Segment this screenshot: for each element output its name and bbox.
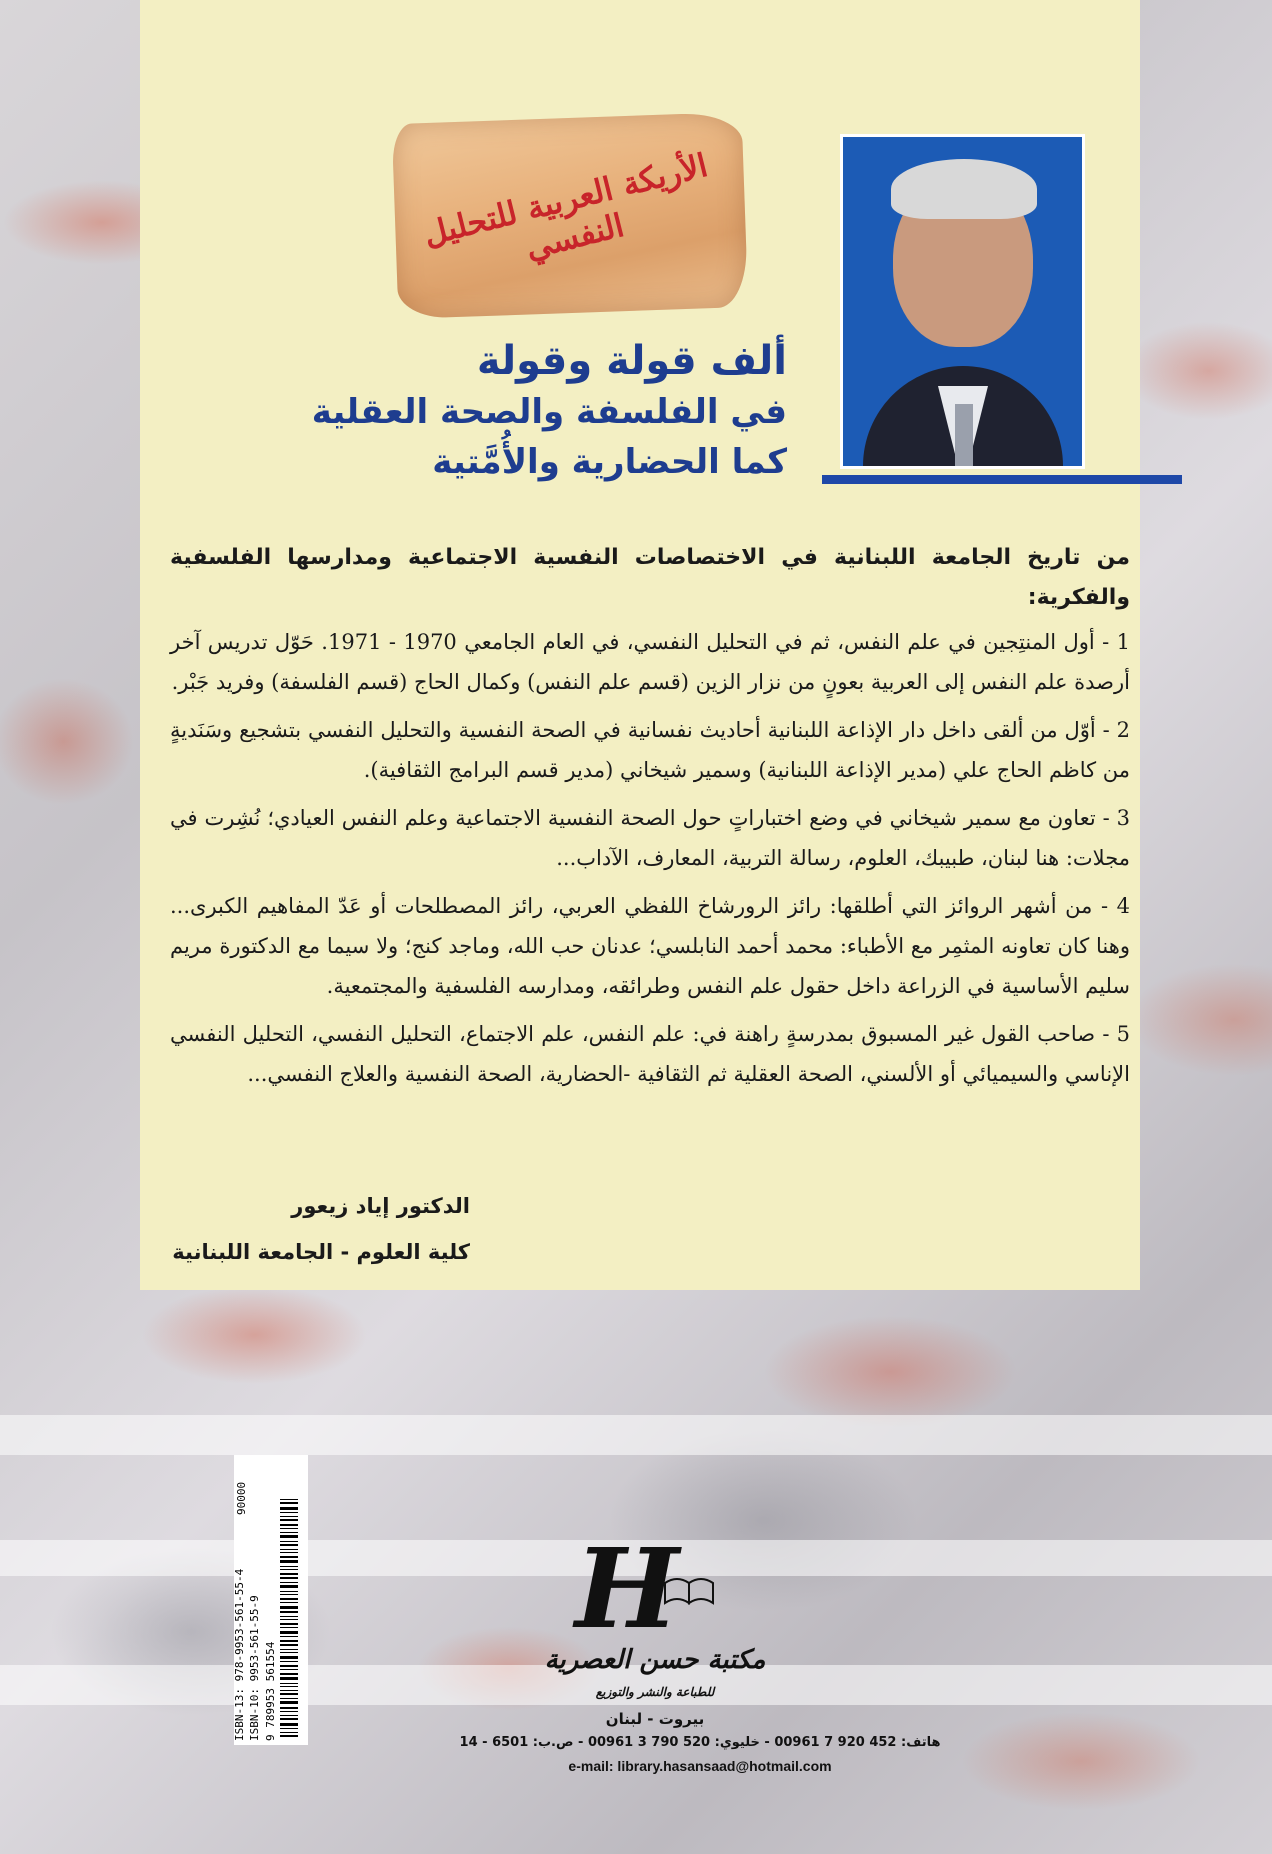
logo-letter: H: [575, 1535, 679, 1645]
series-label: الأريكة العربية للتحليل النفسي: [419, 145, 712, 267]
author-photo: [840, 134, 1085, 469]
publisher-logo: [565, 1535, 715, 1645]
signature-affiliation: كلية العلوم - الجامعة اللبنانية: [172, 1240, 470, 1264]
barcode-addon: 90000: [235, 1481, 248, 1515]
series-plank: [392, 112, 749, 319]
blurb: [170, 538, 1130, 1102]
title-line-3: كما الحضارية والأُمَّتية: [432, 442, 787, 482]
publisher-email: e-mail: library.hasansaad@hotmail.com: [568, 1758, 832, 1774]
publisher-name: مكتبة حسن العصرية: [544, 1645, 766, 1675]
blurb-item: 5 - صاحب القول غير المسبوق بمدرسةٍ راهنة في: علم النفس، علم الاجتماع، التحليل النفسي، التحليل النفسي الإناسي والسيميائي أو الألسني، الصحة العقلية ثم الثقافية -الحضارية، الصحة النفسية والعلاج النفسي...: [170, 1022, 1130, 1086]
title-rule: [822, 475, 1182, 484]
isbn-13: ISBN-13: 978-9953-561-55-4: [233, 1568, 246, 1741]
publisher-subtitle: للطباعة والنشر والتوزيع: [595, 1685, 715, 1699]
signature-name: الدكتور إياد زيعور: [291, 1194, 470, 1218]
barcode-digits: 9 789953 561554: [264, 1641, 277, 1741]
blurb-item: 3 - تعاون مع سمير شيخاني في وضع اختباراتٍ حول الصحة النفسية الاجتماعية وعلم النفس العيادي؛ نُشِرت في مجلات: هنا لبنان، طبيبك، العلوم، رسالة التربية، المعارف، الآداب...: [170, 806, 1130, 870]
blurb-item: 2 - أوّل من ألقى داخل دار الإذاعة اللبنانية أحاديث نفسانية في الصحة النفسية والتحليل النفسي بتشجيع وسَنَديةٍ من كاظم الحاج علي (مدير الإذاعة اللبنانية) وسمير شيخاني (مدير قسم البرامج الثقافية).: [170, 718, 1130, 782]
title-line-2: في الفلسفة والصحة العقلية: [311, 392, 787, 432]
signature: [170, 1183, 470, 1275]
title-line-1: ألف قولة وقولة: [476, 338, 787, 384]
blurb-intro: من تاريخ الجامعة اللبنانية في الاختصاصات النفسية الاجتماعية ومدارسها الفلسفية والفكرية:: [170, 545, 1130, 610]
barcode-bars: [280, 1463, 298, 1737]
book-title: [267, 335, 787, 487]
background-stripe: [0, 1415, 1272, 1455]
barcode: [234, 1455, 308, 1745]
isbn-10: ISBN-10: 9953-561-55-9: [248, 1595, 261, 1741]
blurb-item: 1 - أول المنتِجين في علم النفس، ثم في التحليل النفسي، في العام الجامعي 1970 - 1971. حَوّل تدريس آخر أرصدة علم النفس إلى العربية بعونٍ من نزار الزين (قسم علم النفس) وكمال الحاج (قسم الفلسفة) وفريد جَبْر.: [170, 630, 1130, 694]
blurb-item: 4 - من أشهر الروائز التي أطلقها: رائز الرورشاخ اللفظي العربي، رائز المصطلحات أو عَدّ المفاهيم الكبرى... وهنا كان تعاونه المثمِر مع الأطباء: محمد أحمد النابلسي؛ عدنان حب الله، وماجد كنج؛ ولا سيما مع الدكتورة مريم سليم الأساسية في الزراعة داخل حقول علم النفس وطرائقه، ومدارسه الفلسفية والمجتمعية.: [170, 894, 1130, 998]
publisher-phone: هاتف: 452 920 7 00961 - خليوي: 520 790 3 00961 - ص.ب: 6501 - 14: [459, 1735, 941, 1750]
publisher-city: بيروت - لبنان: [605, 1710, 705, 1728]
